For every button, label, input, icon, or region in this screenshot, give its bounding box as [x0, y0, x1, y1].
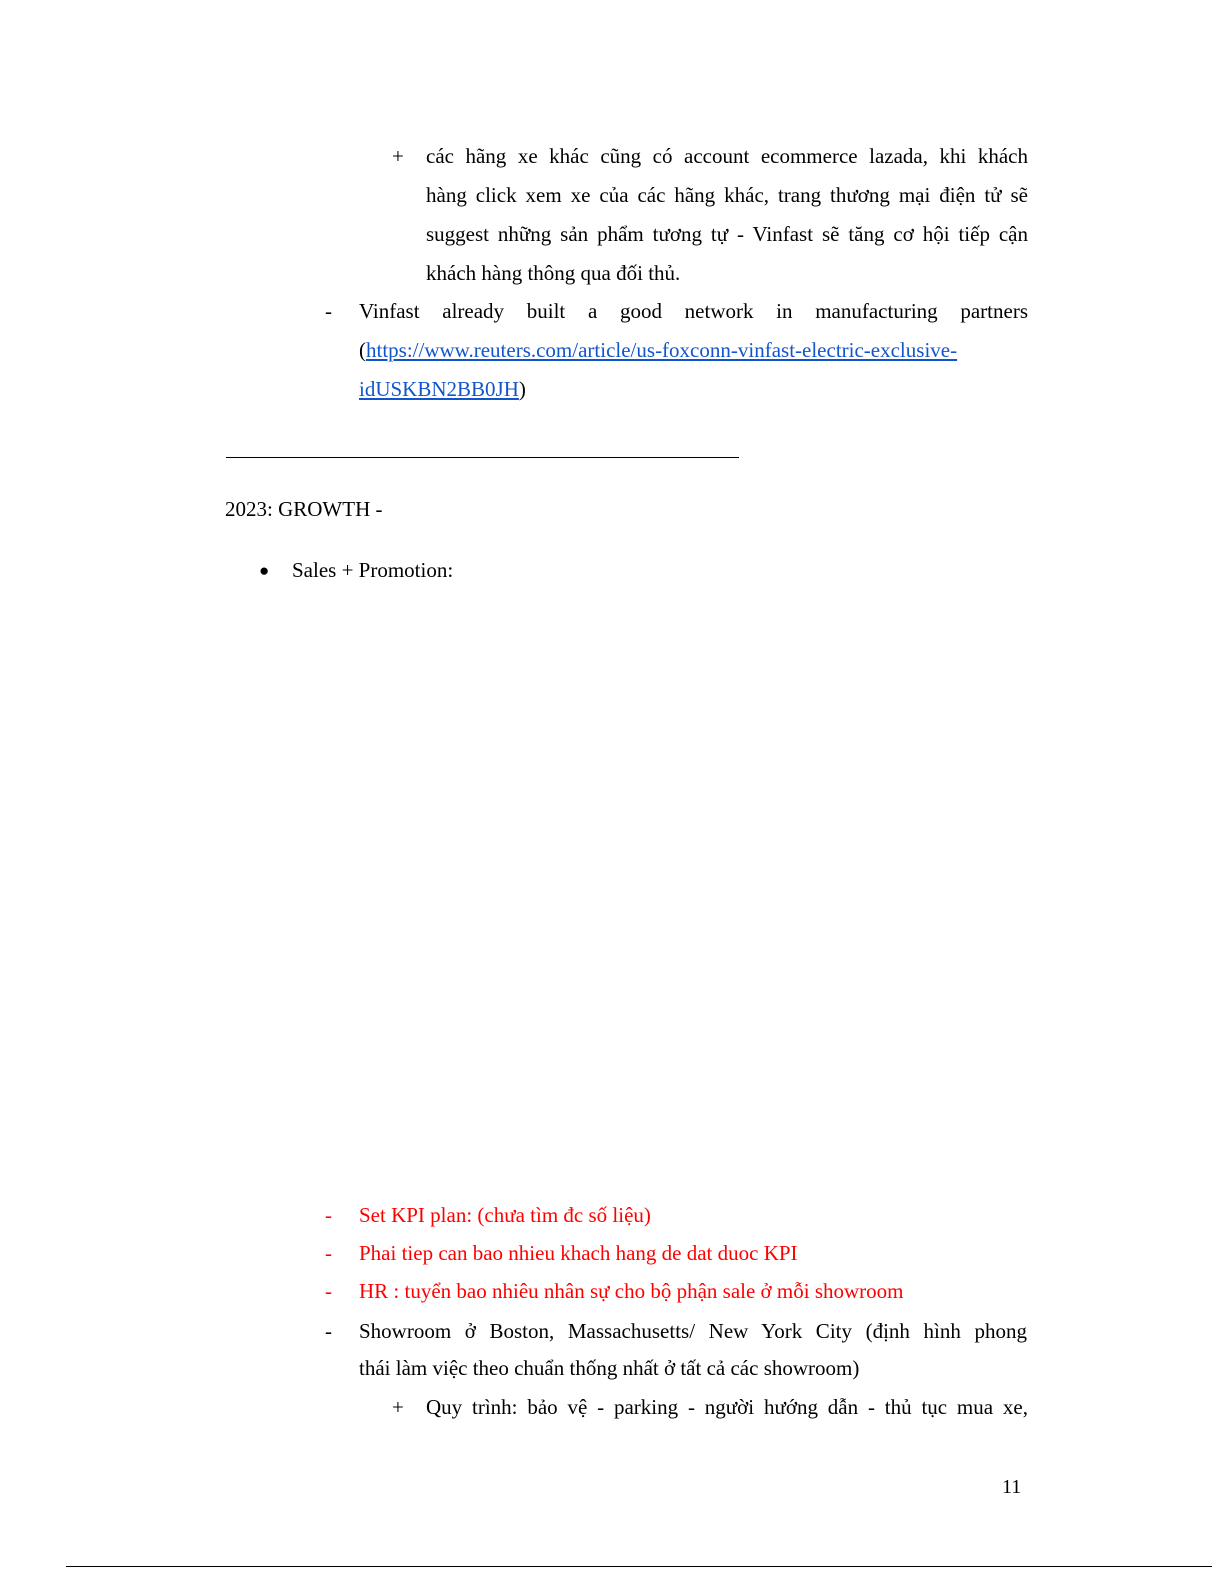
paragraph-line: Quy trình: bảo vệ - parking - người hướng dẫn - thủ tục mua xe, — [426, 1395, 1028, 1419]
paragraph-line: thái làm việc theo chuẩn thống nhất ở tất cả các showroom) — [359, 1356, 860, 1380]
horizontal-divider — [226, 457, 739, 458]
page-number: 11 — [1002, 1476, 1022, 1498]
reuters-link[interactable]: https://www.reuters.com/article/us-foxconn-vinfast-electric-exclusive- — [366, 338, 958, 362]
paragraph-line: khách hàng thông qua đối thủ. — [426, 261, 681, 285]
dash-bullet-marker: - — [325, 1279, 332, 1303]
paragraph-line: Showroom ở Boston, Massachusetts/ New York City (định hình phong — [359, 1319, 1027, 1343]
paragraph-line: suggest những sản phẩm tương tự - Vinfast sẽ tăng cơ hội tiếp cận — [426, 222, 1028, 246]
paragraph-line: các hãng xe khác cũng có account ecommerce lazada, khi khách — [426, 144, 1028, 168]
paragraph-line: hàng click xem xe của các hãng khác, trang thương mại điện tử sẽ — [426, 183, 1028, 207]
bullet-text: Sales + Promotion: — [292, 558, 454, 582]
dash-bullet-marker: - — [325, 299, 332, 323]
dash-bullet-marker: - — [325, 1241, 332, 1265]
dash-bullet-marker: - — [325, 1319, 332, 1343]
bullet-dot-icon: ● — [259, 561, 270, 580]
sub-bullet-marker: + — [392, 144, 404, 168]
highlighted-note: HR : tuyển bao nhiêu nhân sự cho bộ phận sale ở mỗi showroom — [359, 1279, 904, 1303]
highlighted-note: Phai tiep can bao nhieu khach hang de dat duoc KPI — [359, 1241, 798, 1265]
section-heading: 2023: GROWTH - — [225, 497, 383, 521]
open-paren: ( — [359, 338, 366, 362]
link-line — [359, 377, 526, 401]
paragraph-line: Vinfast already built a good network in manufacturing partners — [359, 299, 1028, 323]
link-line — [359, 338, 957, 362]
highlighted-note: Set KPI plan: (chưa tìm đc số liệu) — [359, 1203, 651, 1227]
close-paren: ) — [518, 377, 526, 401]
dash-bullet-marker: - — [325, 1203, 332, 1227]
sub-bullet-marker: + — [392, 1395, 404, 1419]
page-bottom-edge — [66, 1566, 1212, 1567]
reuters-link-continued[interactable]: idUSKBN2BB0JH — [359, 377, 519, 401]
